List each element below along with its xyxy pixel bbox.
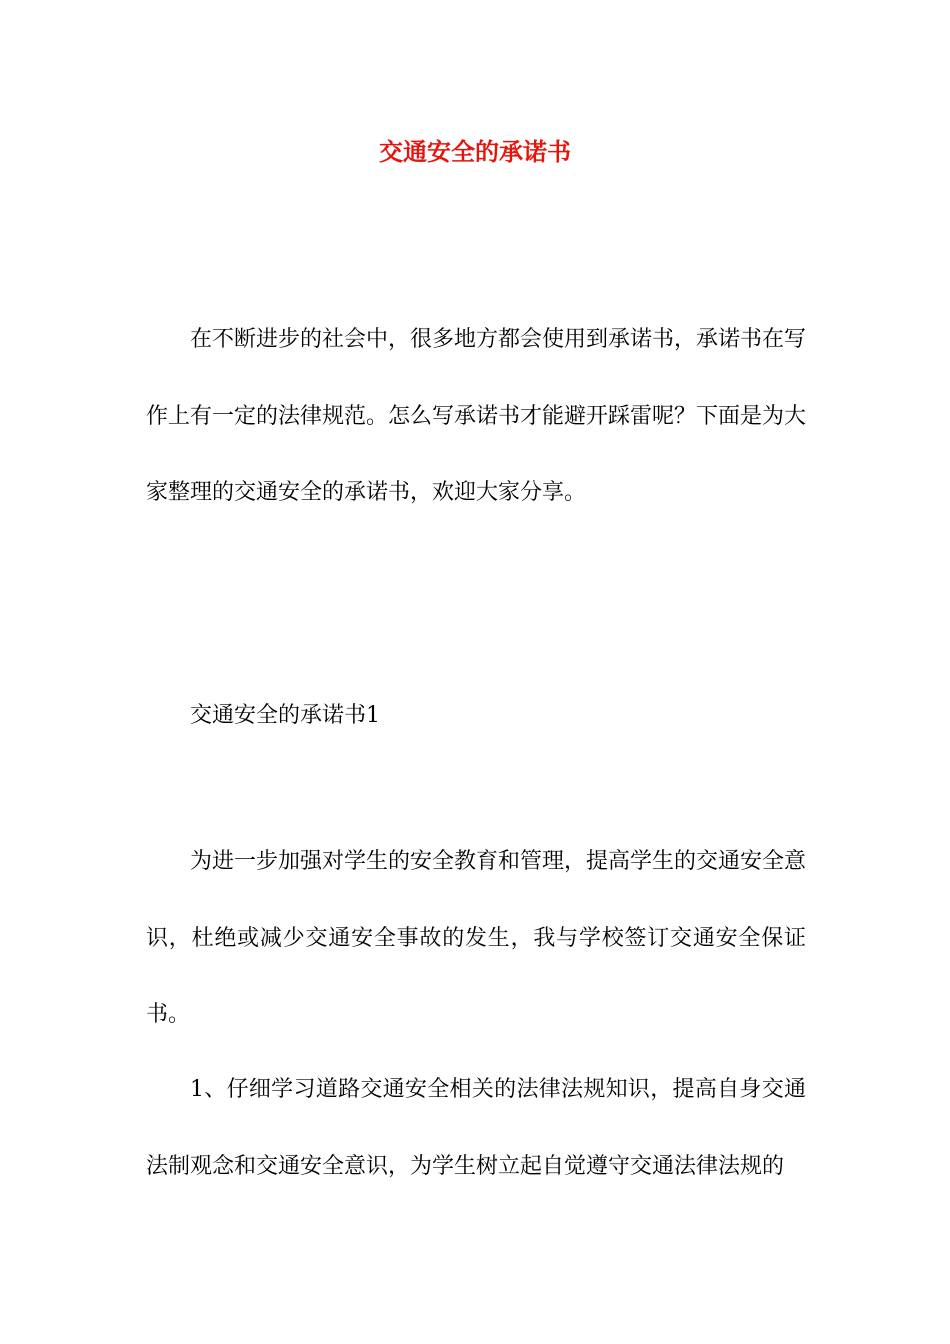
section-heading: 交通安全的承诺书1	[190, 703, 380, 728]
intro-paragraph: 在不断进步的社会中，很多地方都会使用到承诺书，承诺书在写作上有一定的法律规范。怎么写承诺书才能避开踩雷呢？下面是为大家整理的交通安全的承诺书，欢迎大家分享。	[146, 327, 807, 505]
document-title: 交通安全的承诺书	[379, 137, 571, 166]
list-item: 1、仔细学习道路交通安全相关的法律法规知识，提高自身交通法制观念和交通安全意识，为学生树立起自觉遵守交通法律法规的	[146, 1077, 806, 1179]
body-paragraph: 为进一步加强对学生的安全教育和管理，提高学生的交通安全意识，杜绝或减少交通安全事故的发生，我与学校签订交通安全保证书。	[146, 849, 807, 1027]
